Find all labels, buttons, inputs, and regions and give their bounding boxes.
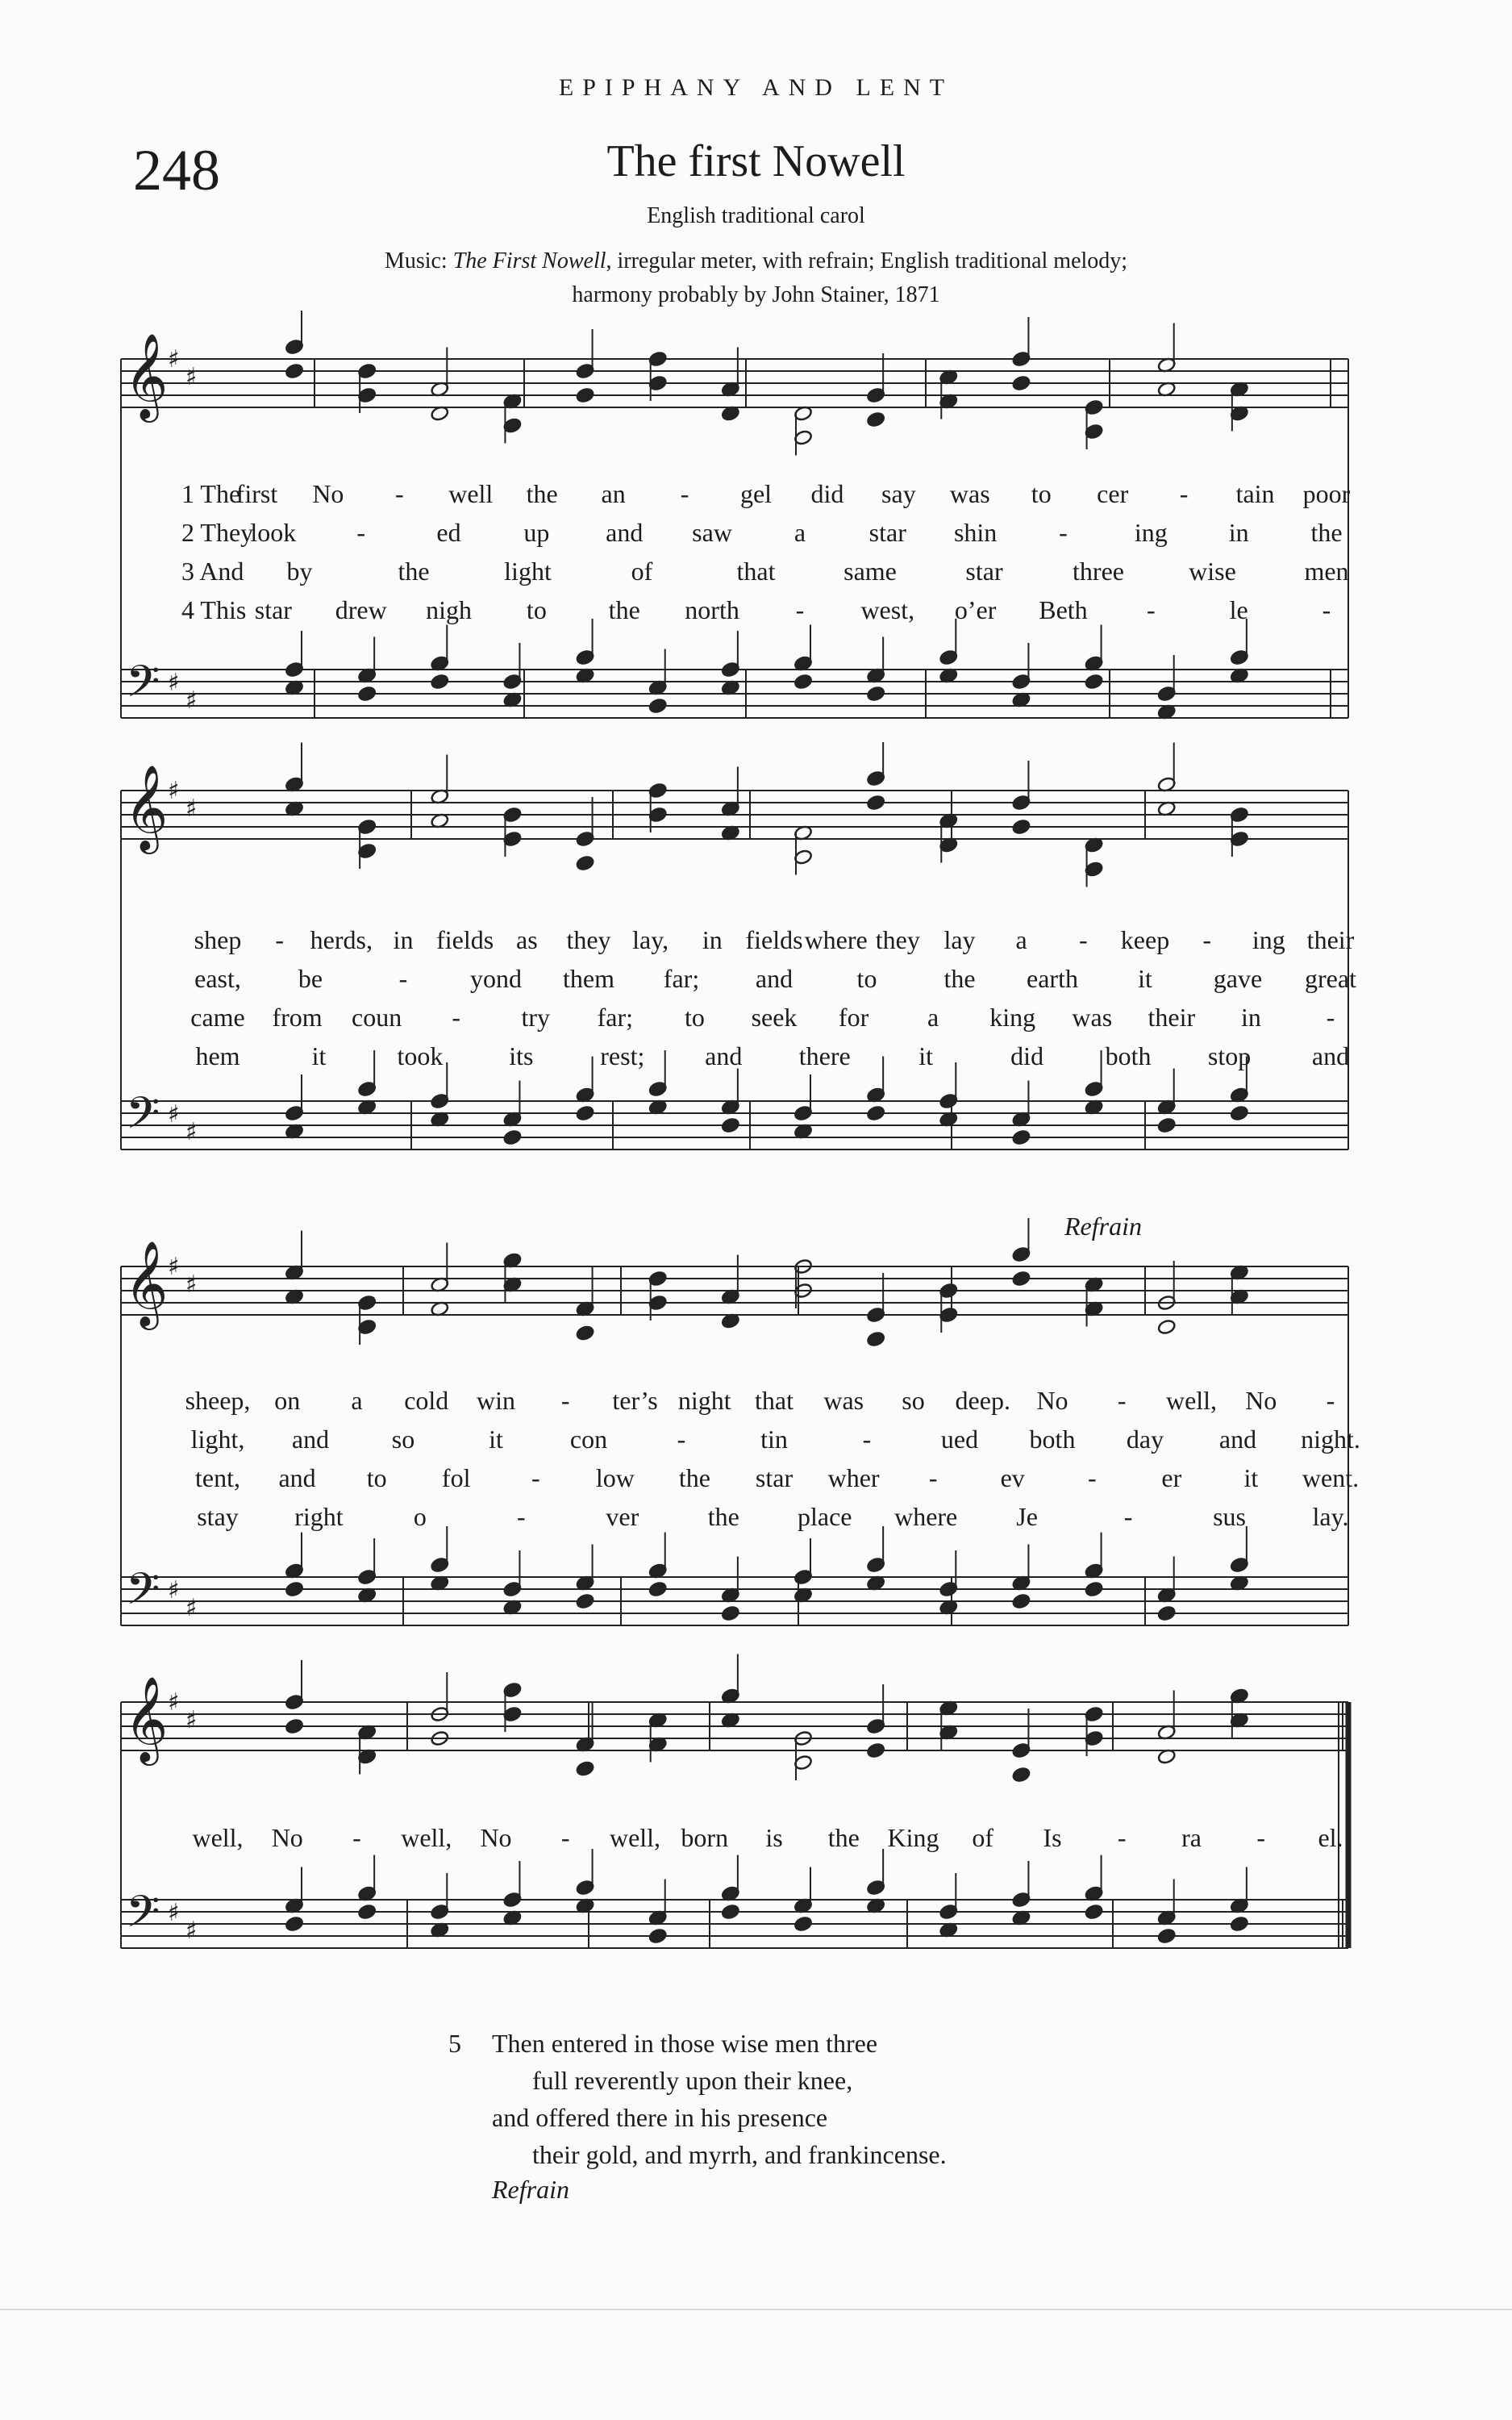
lyric-syllable: lay bbox=[943, 925, 976, 954]
page-edge-rule bbox=[0, 2309, 1512, 2310]
notehead bbox=[1012, 1593, 1031, 1609]
lyric-syllable: day bbox=[1126, 1425, 1164, 1454]
lyric-line-verse-3 bbox=[0, 1462, 1512, 1494]
notehead bbox=[866, 686, 885, 702]
lyric-syllable: king bbox=[989, 1003, 1036, 1032]
sharp-icon: ♯ bbox=[185, 363, 198, 391]
lyric-syllable: deep. bbox=[955, 1386, 1010, 1415]
notehead bbox=[1085, 1581, 1104, 1597]
syllable-hyphen: - bbox=[928, 1463, 938, 1492]
stanza-refrain-label: Refrain bbox=[492, 2175, 569, 2204]
notehead bbox=[576, 387, 595, 403]
sharp-icon: ♯ bbox=[185, 795, 198, 823]
syllable-hyphen: - bbox=[680, 479, 689, 508]
lyric-syllable: 1 The bbox=[181, 479, 241, 508]
lyric-syllable: ter’s bbox=[612, 1386, 658, 1415]
notehead bbox=[866, 795, 885, 811]
syllable-hyphen: - bbox=[1202, 925, 1211, 954]
notehead bbox=[1012, 375, 1031, 391]
lyric-syllable: tin bbox=[760, 1425, 788, 1454]
hymn-title: The first Nowell bbox=[606, 136, 906, 186]
treble-clef-icon: 𝄞 bbox=[124, 1240, 169, 1326]
syllable-hyphen: - bbox=[531, 1463, 540, 1492]
lyric-syllable: east, bbox=[194, 964, 241, 993]
lyric-syllable: fol bbox=[441, 1463, 471, 1492]
tune-name: The First Nowell bbox=[452, 248, 606, 273]
lyric-syllable: in bbox=[1240, 1003, 1261, 1032]
lyric-syllable: a bbox=[927, 1003, 939, 1032]
lyric-syllable: far; bbox=[663, 964, 700, 993]
lyric-syllable: rest; bbox=[600, 1041, 645, 1070]
lyric-syllable: first bbox=[235, 479, 278, 508]
lyric-syllable: it bbox=[918, 1041, 934, 1070]
lyric-line-verse-2 bbox=[0, 962, 1512, 995]
lyric-syllable: cer bbox=[1097, 479, 1129, 508]
lyric-syllable: hem bbox=[195, 1041, 240, 1070]
syllable-hyphen: - bbox=[1326, 1386, 1335, 1415]
lyric-syllable: be bbox=[298, 964, 323, 993]
lyric-syllable: the bbox=[827, 1823, 860, 1852]
lyric-syllable: herds, bbox=[310, 925, 373, 954]
lyric-syllable: the bbox=[526, 479, 558, 508]
notehead bbox=[1157, 1319, 1177, 1335]
lyric-syllable: is bbox=[765, 1823, 783, 1852]
lyric-syllable: ra bbox=[1181, 1823, 1202, 1852]
notehead bbox=[648, 1928, 668, 1944]
sharp-icon: ♯ bbox=[185, 1594, 198, 1622]
syllable-hyphen: - bbox=[1079, 925, 1088, 954]
lyric-syllable: went. bbox=[1302, 1463, 1360, 1492]
lyric-syllable: in bbox=[702, 925, 723, 954]
lyric-syllable: a bbox=[1015, 925, 1027, 954]
lyric-syllable: same bbox=[843, 557, 897, 586]
notehead bbox=[576, 855, 595, 871]
notehead bbox=[1012, 1270, 1031, 1287]
lyric-syllable: both bbox=[1105, 1041, 1152, 1070]
lyric-syllable: King bbox=[887, 1823, 939, 1852]
sharp-icon: ♯ bbox=[168, 1688, 180, 1717]
lyric-syllable: by bbox=[286, 557, 313, 586]
lyric-syllable: born bbox=[681, 1823, 729, 1852]
notehead bbox=[866, 411, 885, 428]
syllable-hyphen: - bbox=[356, 518, 366, 547]
lyric-syllable: wher bbox=[827, 1463, 880, 1492]
syllable-hyphen: - bbox=[795, 595, 805, 624]
lyric-syllable: gave bbox=[1213, 964, 1263, 993]
lyric-syllable: light, bbox=[190, 1425, 245, 1454]
lyric-syllable: win bbox=[477, 1386, 515, 1415]
lyric-syllable: up bbox=[523, 518, 550, 547]
syllable-hyphen: - bbox=[1059, 518, 1068, 547]
lyric-syllable: le bbox=[1229, 595, 1248, 624]
refrain-label: Refrain bbox=[1064, 1212, 1142, 1241]
sharp-icon: ♯ bbox=[168, 1100, 180, 1129]
notehead bbox=[793, 674, 813, 690]
lyric-syllable: from bbox=[272, 1003, 323, 1032]
lyric-syllable: o bbox=[413, 1502, 427, 1531]
lyric-line-verse-1 bbox=[0, 924, 1512, 956]
lyric-syllable: the bbox=[398, 557, 430, 586]
lyric-syllable: light bbox=[504, 557, 552, 586]
lyric-syllable: it bbox=[1243, 1463, 1259, 1492]
lyric-syllable: 2 They bbox=[181, 518, 254, 547]
notehead bbox=[1230, 1916, 1249, 1932]
sharp-icon: ♯ bbox=[185, 1118, 198, 1146]
stanza-line: their gold, and myrrh, and frankincense. bbox=[532, 2140, 947, 2169]
lyric-syllable: night. bbox=[1301, 1425, 1360, 1454]
lyric-syllable: it bbox=[1138, 964, 1152, 993]
treble-clef-icon: 𝄞 bbox=[124, 764, 169, 850]
notehead bbox=[721, 1605, 740, 1621]
lyric-syllable: west, bbox=[860, 595, 915, 624]
lyric-syllable: gel bbox=[739, 479, 773, 508]
lyric-syllable: a bbox=[351, 1386, 363, 1415]
lyric-syllable: Is bbox=[1043, 1823, 1062, 1852]
notehead bbox=[866, 1742, 885, 1759]
treble-clef-icon: 𝄞 bbox=[124, 1675, 169, 1762]
lyric-syllable: lay, bbox=[632, 925, 669, 954]
lyric-syllable: seek bbox=[751, 1003, 798, 1032]
section-heading: EPIPHANY AND LENT bbox=[558, 74, 954, 101]
lyric-syllable: to bbox=[856, 964, 877, 993]
notehead bbox=[1157, 1605, 1177, 1621]
lyric-syllable: 3 And bbox=[181, 557, 244, 586]
sharp-icon: ♯ bbox=[185, 1706, 198, 1734]
lyric-syllable: them bbox=[563, 964, 614, 993]
lyric-syllable: nigh bbox=[426, 595, 472, 624]
lyric-syllable: Beth bbox=[1039, 595, 1088, 624]
lyric-syllable: keep bbox=[1120, 925, 1170, 954]
lyric-syllable: Je bbox=[1016, 1502, 1038, 1531]
notehead bbox=[1230, 1105, 1249, 1121]
syllable-hyphen: - bbox=[394, 479, 404, 508]
lyric-syllable: ing bbox=[1252, 925, 1285, 954]
lyric-syllable: well bbox=[448, 479, 494, 508]
sharp-icon: ♯ bbox=[168, 1899, 180, 1927]
notehead bbox=[866, 1105, 885, 1121]
lyric-syllable: north bbox=[685, 595, 739, 624]
lyric-syllable: both bbox=[1029, 1425, 1076, 1454]
lyric-syllable: saw bbox=[692, 518, 732, 547]
syllable-hyphen: - bbox=[677, 1425, 686, 1454]
lyric-syllable: came bbox=[190, 1003, 245, 1032]
lyric-syllable: the bbox=[608, 595, 640, 624]
syllable-hyphen: - bbox=[560, 1823, 570, 1852]
lyric-syllable: was bbox=[823, 1386, 864, 1415]
lyric-line-verse-4 bbox=[0, 1500, 1512, 1533]
lyric-syllable: in bbox=[393, 925, 414, 954]
lyric-syllable: of bbox=[972, 1823, 994, 1852]
music-system-4 bbox=[0, 1654, 1512, 1980]
lyric-syllable: look bbox=[250, 518, 297, 547]
lyric-syllable: shin bbox=[953, 518, 998, 547]
lyric-syllable: coun bbox=[352, 1003, 402, 1032]
lyric-syllable: try bbox=[521, 1003, 551, 1032]
lyric-syllable: well, bbox=[1165, 1386, 1218, 1415]
music-credit-line-2: harmony probably by John Stainer, 1871 bbox=[572, 282, 940, 307]
lyric-line-verse-4 bbox=[0, 594, 1512, 626]
notehead bbox=[576, 1105, 595, 1121]
syllable-hyphen: - bbox=[1326, 1003, 1335, 1032]
lyric-line-verse-1 bbox=[0, 478, 1512, 510]
notehead bbox=[576, 1593, 595, 1609]
lyric-syllable: star bbox=[254, 595, 292, 624]
syllable-hyphen: - bbox=[1146, 595, 1156, 624]
lyric-syllable: fields bbox=[436, 925, 494, 954]
notehead bbox=[357, 1904, 377, 1920]
lyric-syllable: er bbox=[1161, 1463, 1182, 1492]
syllable-hyphen: - bbox=[275, 925, 284, 954]
lyric-syllable: to bbox=[366, 1463, 387, 1492]
lyric-syllable: No bbox=[271, 1823, 303, 1852]
lyric-syllable: it bbox=[489, 1425, 503, 1454]
lyric-syllable: No bbox=[480, 1823, 512, 1852]
sharp-icon: ♯ bbox=[168, 669, 180, 697]
lyric-syllable: so bbox=[391, 1425, 415, 1454]
stanza-line: full reverently upon their knee, bbox=[532, 2066, 853, 2095]
lyric-syllable: and bbox=[1218, 1425, 1257, 1454]
lyric-syllable: No bbox=[312, 479, 344, 508]
bass-clef-icon: 𝄢 bbox=[126, 656, 160, 718]
lyric-syllable: as bbox=[516, 925, 538, 954]
lyric-syllable: three bbox=[1073, 557, 1124, 586]
syllable-hyphen: - bbox=[517, 1502, 526, 1531]
syllable-hyphen: - bbox=[560, 1386, 570, 1415]
lyric-line-verse-2 bbox=[0, 1423, 1512, 1455]
lyric-syllable: where bbox=[804, 925, 868, 954]
lyric-syllable: and bbox=[291, 1425, 330, 1454]
notehead bbox=[1085, 1904, 1104, 1920]
lyric-syllable: fields bbox=[745, 925, 803, 954]
notehead bbox=[1012, 1767, 1031, 1783]
notehead bbox=[576, 1325, 595, 1341]
notehead bbox=[1012, 819, 1031, 835]
syllable-hyphen: - bbox=[398, 964, 408, 993]
lyric-syllable: it bbox=[311, 1041, 327, 1070]
lyric-syllable: star bbox=[755, 1463, 793, 1492]
sharp-icon: ♯ bbox=[168, 777, 180, 805]
lyric-line-verse-1 bbox=[0, 1384, 1512, 1417]
stanza-number: 5 bbox=[448, 2029, 461, 2058]
lyric-syllable: their bbox=[1306, 925, 1355, 954]
lyric-line-verse-2 bbox=[0, 516, 1512, 549]
lyric-line-verse-3 bbox=[0, 555, 1512, 587]
notehead bbox=[576, 1760, 595, 1776]
notehead bbox=[721, 1904, 740, 1920]
lyric-syllable: well, bbox=[609, 1823, 661, 1852]
syllable-hyphen: - bbox=[1117, 1386, 1127, 1415]
lyric-syllable: low bbox=[595, 1463, 635, 1492]
lyric-syllable: say bbox=[881, 479, 916, 508]
lyric-syllable: and bbox=[755, 964, 793, 993]
notehead bbox=[1157, 1117, 1177, 1133]
syllable-hyphen: - bbox=[862, 1425, 872, 1454]
lyric-syllable: a bbox=[793, 518, 806, 547]
lyric-syllable: cold bbox=[404, 1386, 449, 1415]
lyric-syllable: stop bbox=[1207, 1041, 1252, 1070]
lyric-syllable: the bbox=[1310, 518, 1343, 547]
lyric-syllable: and bbox=[606, 518, 644, 547]
syllable-hyphen: - bbox=[1179, 479, 1189, 508]
lyric-syllable: well, bbox=[192, 1823, 244, 1852]
lyric-syllable: that bbox=[736, 557, 776, 586]
notehead bbox=[430, 674, 449, 690]
lyric-syllable: ver bbox=[606, 1502, 639, 1531]
lyric-syllable: tain bbox=[1235, 479, 1275, 508]
lyric-line-verse-4 bbox=[0, 1040, 1512, 1072]
lyric-syllable: was bbox=[1072, 1003, 1113, 1032]
lyric-syllable: so bbox=[902, 1386, 925, 1415]
lyric-syllable: night bbox=[677, 1386, 731, 1415]
lyric-syllable: earth bbox=[1027, 964, 1078, 993]
syllable-hyphen: - bbox=[452, 1003, 461, 1032]
lyric-syllable: to bbox=[1031, 479, 1052, 508]
lyric-syllable: ing bbox=[1134, 518, 1168, 547]
lyric-syllable: poor bbox=[1302, 479, 1351, 508]
lyric-syllable: well, bbox=[401, 1823, 452, 1852]
notehead bbox=[357, 686, 377, 702]
syllable-hyphen: - bbox=[1256, 1823, 1266, 1852]
notehead bbox=[285, 363, 304, 379]
notehead bbox=[1012, 1129, 1031, 1145]
sharp-icon: ♯ bbox=[185, 686, 198, 715]
lyric-syllable: sheep, bbox=[185, 1386, 251, 1415]
bass-clef-icon: 𝄢 bbox=[126, 1087, 160, 1150]
lyric-syllable: the bbox=[678, 1463, 710, 1492]
lyric-syllable: ued bbox=[940, 1425, 979, 1454]
lyric-syllable: lay. bbox=[1312, 1502, 1349, 1531]
lyric-syllable: they bbox=[875, 925, 920, 954]
sharp-icon: ♯ bbox=[168, 1576, 180, 1604]
lyric-syllable: the bbox=[943, 964, 976, 993]
notehead bbox=[793, 1916, 813, 1932]
lyric-syllable: men bbox=[1304, 557, 1349, 586]
lyric-syllable: and bbox=[705, 1041, 743, 1070]
notehead bbox=[285, 1916, 304, 1932]
lyric-syllable: No bbox=[1036, 1386, 1068, 1415]
sharp-icon: ♯ bbox=[185, 1917, 198, 1945]
lyric-line-verse-3 bbox=[0, 1001, 1512, 1033]
lyric-syllable: No bbox=[1245, 1386, 1277, 1415]
lyric-syllable: the bbox=[707, 1502, 739, 1531]
lyric-line-verse-1 bbox=[0, 1821, 1512, 1854]
notehead bbox=[285, 1581, 304, 1597]
syllable-hyphen: - bbox=[1087, 1463, 1097, 1492]
lyric-syllable: o’er bbox=[954, 595, 997, 624]
lyric-syllable: to bbox=[684, 1003, 705, 1032]
notehead bbox=[721, 1117, 740, 1133]
syllable-hyphen: - bbox=[1322, 595, 1331, 624]
lyric-syllable: drew bbox=[335, 595, 387, 624]
lyric-syllable: far; bbox=[597, 1003, 634, 1032]
lyric-syllable: and bbox=[1311, 1041, 1350, 1070]
lyric-syllable: star bbox=[965, 557, 1003, 586]
notehead bbox=[866, 1331, 885, 1347]
lyric-syllable: on bbox=[274, 1386, 301, 1415]
lyric-syllable: yond bbox=[470, 964, 522, 993]
lyric-syllable: ev bbox=[1000, 1463, 1025, 1492]
lyric-syllable: place bbox=[797, 1502, 852, 1531]
lyric-syllable: took bbox=[397, 1041, 444, 1070]
notehead bbox=[503, 1129, 523, 1145]
lyric-syllable: their bbox=[1148, 1003, 1196, 1032]
lyric-syllable: shep bbox=[194, 925, 242, 954]
lyric-syllable: did bbox=[1010, 1041, 1044, 1070]
lyric-syllable: sus bbox=[1213, 1502, 1246, 1531]
lyric-syllable: el. bbox=[1318, 1823, 1343, 1852]
text-source: English traditional carol bbox=[647, 203, 865, 228]
lyric-syllable: stay bbox=[197, 1502, 239, 1531]
notehead bbox=[285, 1718, 304, 1734]
notehead bbox=[1085, 674, 1104, 690]
lyric-syllable: and bbox=[278, 1463, 316, 1492]
lyric-syllable: an bbox=[601, 479, 626, 508]
lyric-syllable: tent, bbox=[195, 1463, 240, 1492]
lyric-syllable: of bbox=[631, 557, 653, 586]
lyric-syllable: star bbox=[868, 518, 906, 547]
lyric-syllable: its bbox=[509, 1041, 534, 1070]
stanza-line: and offered there in his presence bbox=[492, 2103, 828, 2132]
lyric-syllable: where bbox=[894, 1502, 958, 1531]
notehead bbox=[648, 698, 668, 714]
stanza-line: Then entered in those wise men three bbox=[492, 2029, 878, 2058]
bass-clef-icon: 𝄢 bbox=[126, 1886, 160, 1948]
syllable-hyphen: - bbox=[352, 1823, 361, 1852]
notehead bbox=[648, 1581, 668, 1597]
lyric-syllable: to bbox=[526, 595, 547, 624]
lyric-syllable: they bbox=[566, 925, 611, 954]
syllable-hyphen: - bbox=[1123, 1502, 1133, 1531]
sharp-icon: ♯ bbox=[185, 1270, 198, 1299]
lyric-syllable: wise bbox=[1189, 557, 1236, 586]
lyric-syllable: did bbox=[810, 479, 844, 508]
lyric-syllable: ed bbox=[436, 518, 461, 547]
lyric-syllable: con bbox=[569, 1425, 608, 1454]
treble-clef-icon: 𝄞 bbox=[124, 332, 169, 419]
lyric-syllable: there bbox=[798, 1041, 851, 1070]
notehead bbox=[1157, 1928, 1177, 1944]
music-credit-line-1: Music: The First Nowell, irregular meter, with refrain; English traditional melody; bbox=[384, 248, 1128, 273]
sharp-icon: ♯ bbox=[168, 1253, 180, 1281]
syllable-hyphen: - bbox=[1117, 1823, 1127, 1852]
lyric-syllable: that bbox=[755, 1386, 793, 1415]
lyric-syllable: right bbox=[294, 1502, 344, 1531]
lyric-syllable: for bbox=[838, 1003, 869, 1032]
lyric-syllable: was bbox=[949, 479, 990, 508]
sharp-icon: ♯ bbox=[168, 345, 180, 373]
lyric-syllable: 4 This bbox=[181, 595, 247, 624]
hymn-number: 248 bbox=[133, 138, 220, 202]
bass-clef-icon: 𝄢 bbox=[126, 1563, 160, 1625]
lyric-syllable: great bbox=[1305, 964, 1356, 993]
lyric-syllable: in bbox=[1228, 518, 1249, 547]
